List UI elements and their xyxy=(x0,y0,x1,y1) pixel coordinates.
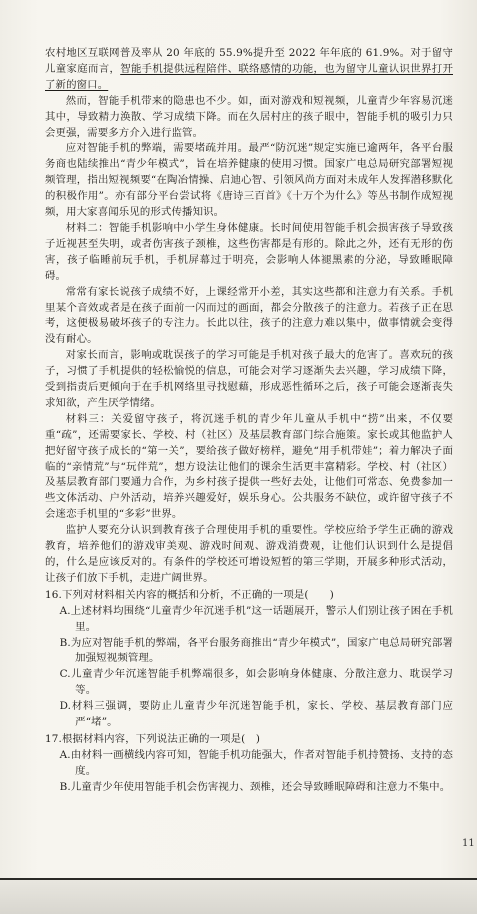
page-number: 11 xyxy=(462,838,475,849)
paragraph-guardians: 监护人要充分认识到教育孩子合理使用手机的重要性。学校应给予学生正确的游戏教育，培养他们的游戏审美观、游戏时间观、游戏消费观，让他们认识到什么是提倡的，什么是应该反对的。有条件的学校还可增设短暂的第三学期，开展多种形式活动，让孩子们放下手机，走进广阔世界。 xyxy=(45,524,453,584)
question-16 xyxy=(45,588,453,731)
paragraph-risks: 然而，智能手机带来的隐患也不少。如，面对游戏和短视频，儿童青少年容易沉迷其中，导致精力涣散、学习成绩下降。而在久居村庄的孩子眼中，智能手机的吸引力只会更强，需要多方介入进行监管。 xyxy=(45,94,453,139)
question-16-option-a: A.上述材料均围绕“儿童青少年沉迷手机”这一话题展开，警示人们别让孩子困在手机里。 xyxy=(59,604,453,633)
question-16-stem: 16.下列对材料相关内容的概括和分析，不正确的一项是( ) xyxy=(45,588,334,601)
question-16-option-d: D.材料三强调，要防止儿童青少年沉迷智能手机，家长、学校、基层教育部门应严“堵”。 xyxy=(59,700,453,729)
question-17-option-b: B.儿童青少年使用智能手机会伤害视力、颈椎，还会导致睡眠障碍和注意力不集中。 xyxy=(59,780,451,793)
question-16-option-c: C.儿童青少年沉迷智能手机弊端很多，如会影响身体健康、分散注意力、耽误学习等。 xyxy=(59,668,453,697)
page-bottom-margin xyxy=(0,880,477,914)
paragraph-attention: 常常有家长说孩子成绩不好，上课经常开小差，其实这些都和注意力有关系。手机里某个音效或者是在孩子面前一闪而过的画面，都会分散孩子的注意力。若孩子正在思考，这便极易破坏孩子的专注力。长此以往，孩子的注意力难以集中，做事情就会变得没有耐心。 xyxy=(45,285,453,346)
question-17-stem: 17.根据材料内容，下列说法正确的一项是( ) xyxy=(45,732,261,745)
paragraph-material-three: 材料三：关爱留守孩子，将沉迷手机的青少年儿童从手机中“捞”出来，不仅要重“疏”，还需要家长、学校、村（社区）及基层教育部门综合施策。家长或其他监护人把好留守孩子成长的“第一关”，要给孩子做好榜样，避免“用手机带娃”；着力解决子面临的“亲情荒”与“玩伴荒”，想方设法让他们的课余生活更丰富精彩。学校、村（社区）及基层教育部门要通力合作，为乡村孩子提供一些好去处，让他们可常态、免费参加一些文体活动、户外活动，培养兴趣爱好，娱乐身心。公共服务不缺位，或许留守孩子不会迷恋手机里的“多彩”世界。 xyxy=(45,412,453,521)
question-17 xyxy=(45,732,453,796)
paragraph-intro xyxy=(45,46,453,94)
paragraph-measures: 应对智能手机的弊端，需要堵疏并用。最严“防沉迷”规定实施已逾两年，各平台服务商也陆续推出“青少年模式”，旨在培养健康的使用习惯。国家广电总局研究部署短视频管理，指出短视频要“在陶冶情操、启迪心智、引领风尚方面对未成年人发挥潜移默化的积极作用”。亦有部分平台尝试将《唐诗三百首》《十万个为什么》等丛书制作成短视频，用大家喜闻乐见的形式传播知识。 xyxy=(45,142,453,219)
question-16-option-b: B.为应对智能手机的弊端，各平台服务商推出“青少年模式”，国家广电总局研究部署加强短视频管理。 xyxy=(59,636,453,665)
paragraph-study-harm: 对家长而言，影响或耽误孩子的学习可能是手机对孩子最大的危害了。喜欢玩的孩子，习惯了手机提供的轻松愉悦的信息，可能会对学习逐渐失去兴趣，学习成绩下降，受到指责后更倾向于在手机网络里寻找慰藉，形成恶性循环之后，孩子可能会逐渐丧失求知欲，产生厌学情绪。 xyxy=(45,349,453,409)
document-body xyxy=(45,46,453,796)
paragraph-intro-text: 农村地区互联网普及率从 20 年底的 55.9%提升至 2022 年年底的 61.9%。对于留守儿童家庭而言， xyxy=(45,47,453,75)
paragraph-material-two: 材料二：智能手机影响中小学生身体健康。长时间使用智能手机会损害孩子导致孩子近视甚至失明，或者伤害孩子颈椎，这些伤害都是有形的。除此之外，还有无形的伤害，孩子临睡前玩手机，手机屏幕过于明亮，会影响人体褪黑素的分泌，导致睡眠障碍。 xyxy=(45,221,453,282)
underlined-passage: 智能手机提供远程陪伴、联络感情的功能，也为留守儿童认识世界打开了新的窗口。 xyxy=(45,62,453,91)
question-17-option-a: A.由材料一画横线内容可知，智能手机功能强大，作者对智能手机持赞扬、支持的态度。 xyxy=(59,748,453,777)
